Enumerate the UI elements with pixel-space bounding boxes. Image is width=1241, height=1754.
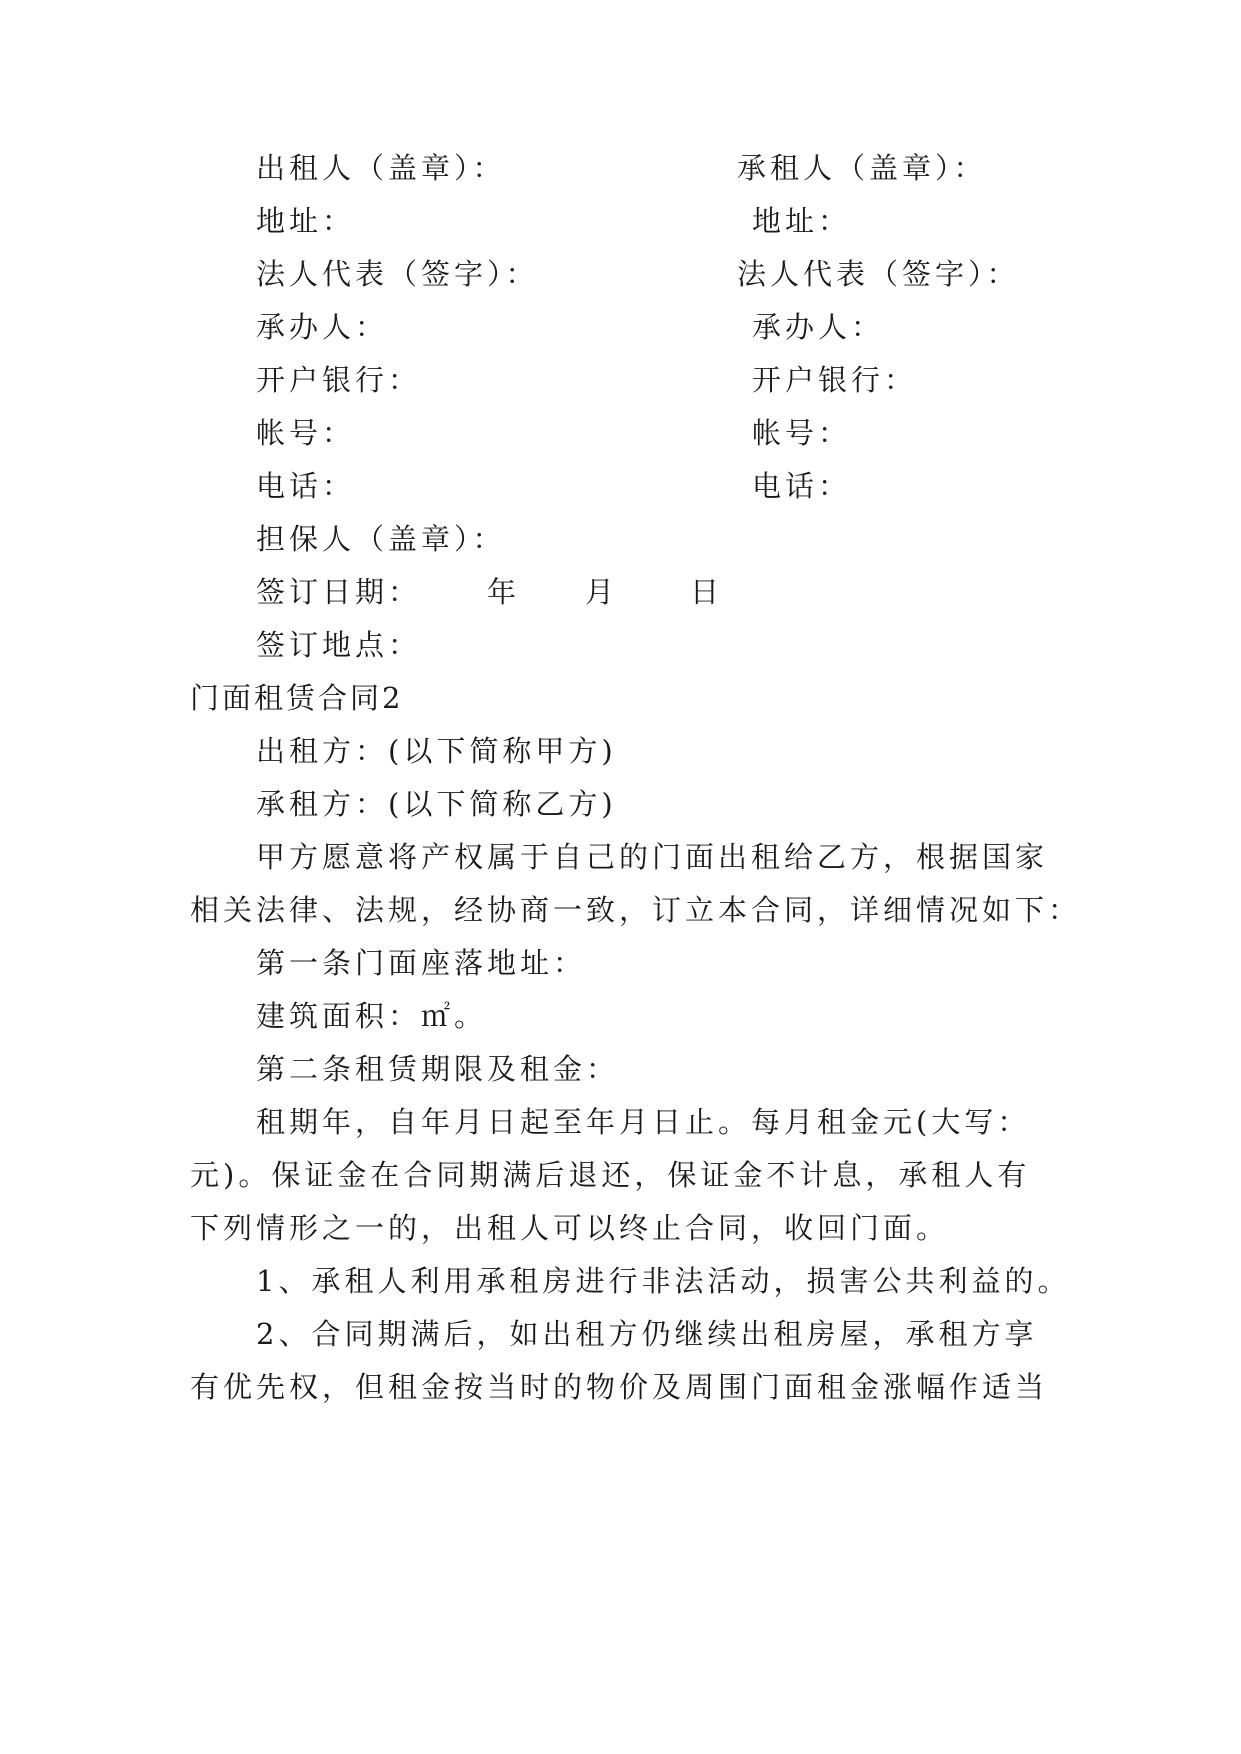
- clause-item-2-line: 有优先权，但租金按当时的物价及周围门面租金涨幅作适当: [190, 1370, 1049, 1404]
- lessee-account-label: 帐号：: [752, 416, 852, 450]
- lessor-legal-rep-label: 法人代表（签字）：: [256, 257, 539, 291]
- contract-title: 门面租赁合同2: [190, 681, 404, 715]
- lessor-account-label: 帐号：: [256, 416, 356, 450]
- lessee-seal-label: 承租人（盖章）：: [737, 151, 987, 185]
- article-1-heading: 第一条门面座落地址：: [256, 946, 587, 980]
- term-paragraph-line: 租期年，自年月日起至年月日止。每月租金元(大写：: [256, 1105, 1031, 1139]
- term-paragraph-line: 下列情形之一的，出租人可以终止合同，收回门面。: [190, 1211, 950, 1245]
- intro-paragraph-line: 相关法律、法规，经协商一致，订立本合同，详细情况如下：: [190, 893, 1082, 927]
- lessor-phone-label: 电话：: [256, 469, 356, 503]
- lessee-address-label: 地址：: [752, 204, 852, 238]
- sign-date-month: 月: [585, 575, 619, 609]
- clause-item-2-line: 2、合同期满后，如出租方仍继续出租房屋，承租方享: [256, 1317, 1038, 1351]
- lessor-handler-label: 承办人：: [256, 310, 389, 344]
- lessor-seal-label: 出租人（盖章）：: [256, 151, 506, 185]
- lessor-party-line: 出租方：(以下简称甲方): [256, 734, 617, 768]
- term-paragraph-line: 元)。保证金在合同期满后退还，保证金不计息，承租人有: [190, 1158, 1031, 1192]
- lessee-legal-rep-label: 法人代表（签字）：: [737, 257, 1020, 291]
- lessee-handler-label: 承办人：: [752, 310, 885, 344]
- intro-paragraph-line: 甲方愿意将产权属于自己的门面出租给乙方，根据国家: [256, 840, 1049, 874]
- guarantor-seal-label: 担保人（盖章）：: [256, 522, 506, 556]
- lessee-bank-label: 开户银行：: [752, 363, 918, 397]
- sign-date-year: 年: [487, 575, 521, 609]
- building-area-line: 建筑面积：㎡。: [256, 999, 488, 1033]
- article-2-heading: 第二条租赁期限及租金：: [256, 1052, 620, 1086]
- lessee-party-line: 承租方：(以下简称乙方): [256, 787, 617, 821]
- clause-item-1: 1、承租人利用承租房进行非法活动，损害公共利益的。: [256, 1264, 1071, 1298]
- lessor-bank-label: 开户银行：: [256, 363, 422, 397]
- lessor-address-label: 地址：: [256, 204, 356, 238]
- sign-place-label: 签订地点：: [256, 628, 422, 662]
- lessee-phone-label: 电话：: [752, 469, 852, 503]
- sign-date-label: 签订日期：: [256, 575, 422, 609]
- sign-date-day: 日: [690, 575, 724, 609]
